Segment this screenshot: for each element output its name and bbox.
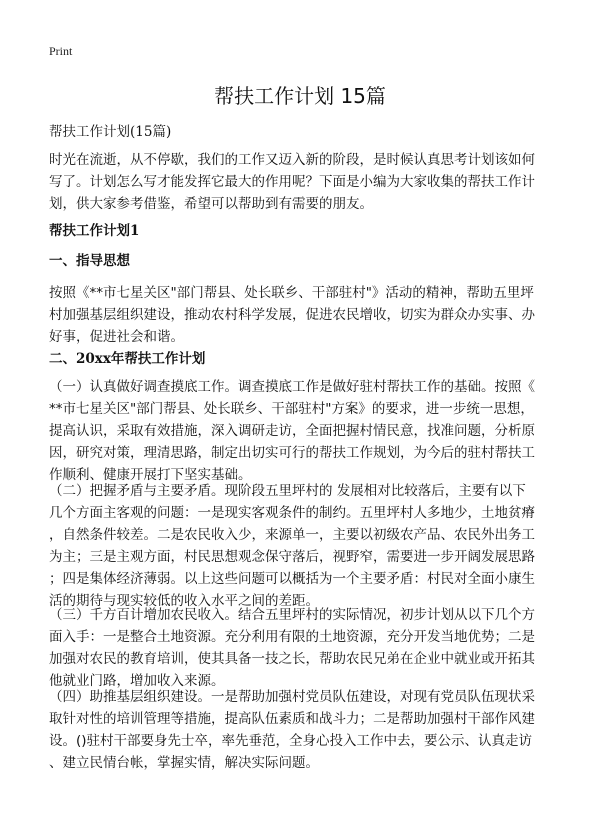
plan-item-4 <box>49 686 569 774</box>
document-subtitle: 帮扶工作计划(15篇) <box>49 124 172 140</box>
plan-item-1 <box>49 376 569 486</box>
text-line: 划，供大家参考借鉴，希望可以帮助到有需要的朋友。 <box>49 196 373 212</box>
text-line: 按照《**市七星关区"部门帮县、处长联乡、干部驻村"》活动的精神，帮助五里坪 <box>49 285 534 301</box>
plan-item-2 <box>49 480 569 612</box>
text-line: **市七星关区"部门帮县、处长联乡、干部驻村"方案》的要求，进一步统一思想， <box>49 401 534 417</box>
text-line: （一）认真做好调查摸底工作。调查摸底工作是做好驻村帮扶工作的基础。按照《 <box>49 379 535 395</box>
text-line: 、建立民情台帐，掌握实情，解决实际问题。 <box>49 755 319 771</box>
text-line: 他就业门路，增加收入来源。 <box>49 673 225 689</box>
text-line: （三）千方百计增加农民收入。结合五里坪村的实际情况，初步计划从以下几个方 <box>49 607 535 623</box>
text-line: 几个方面主客观的问题：一是现实客观条件的制约。五里坪村人多地少，土地贫瘠 <box>49 505 535 521</box>
section-title: 帮扶工作计划1 <box>49 223 140 239</box>
text-line: ；四是集体经济薄弱。以上这些问题可以概括为一个主要矛盾：村民对全面小康生 <box>49 571 535 587</box>
text-line: 提高认识，采取有效措施，深入调研走访，全面把握村情民意，找准问题，分析原 <box>49 423 535 439</box>
text-line: 好事，促进社会和谐。 <box>49 329 184 345</box>
text-line: （二）把握矛盾与主要矛盾。现阶段五里坪村的 发展相对比较落后，主要有以下 <box>49 483 526 499</box>
text-line: 加强对农民的教育培训，使其具备一技之长，帮助农民兄弟在企业中就业或开拓其 <box>49 651 535 667</box>
guiding-paragraph <box>49 282 569 348</box>
intro-paragraph <box>49 149 569 215</box>
text-line: 取针对性的培训管理等措施，提高队伍素质和战斗力；二是帮助加强村干部作风建 <box>49 711 535 727</box>
text-line: 时光在流逝，从不停歇，我们的工作又迈入新的阶段，是时候认真思考计划该如何 <box>49 152 535 168</box>
text-line: （四）助推基层组织建设。一是帮助加强村党员队伍建设，对现有党员队伍现状采 <box>49 689 535 705</box>
text-line: 活的期待与现实较低的收入水平之间的差距。 <box>49 593 319 609</box>
document-title: 帮扶工作计划 15篇 <box>214 84 386 108</box>
plan-item-3 <box>49 604 569 692</box>
text-line: 为主；三是主观方面，村民思想观念保守落后，视野窄，需要进一步开阔发展思路 <box>49 549 535 565</box>
heading-guiding-thought: 一、指导思想 <box>49 253 130 269</box>
text-line: 面入手：一是整合土地资源。充分利用有限的土地资源，充分开发当地优势；二是 <box>49 629 535 645</box>
text-line: 作顺利、健康开展打下坚实基础。 <box>49 467 252 483</box>
text-line: ，自然条件较差。二是农民收入少，来源单一，主要以初级农产品、农民外出务工 <box>49 527 535 543</box>
print-label: Print <box>49 44 73 58</box>
text-line: 设。()驻村干部要身先士卒，率先垂范，全身心投入工作中去，要公示、认真走访 <box>49 733 533 749</box>
text-line: 村加强基层组织建设，推动农村科学发展，促进农民增收，切实为群众办实事、办 <box>49 307 535 323</box>
text-line: 写了。计划怎么写才能发挥它最大的作用呢？下面是小编为大家收集的帮扶工作计 <box>49 174 535 190</box>
heading-work-plan: 二、20xx年帮扶工作计划 <box>49 351 206 367</box>
text-line: 因，研究对策，理清思路，制定出切实可行的帮扶工作规划，为今后的驻村帮扶工 <box>49 445 535 461</box>
